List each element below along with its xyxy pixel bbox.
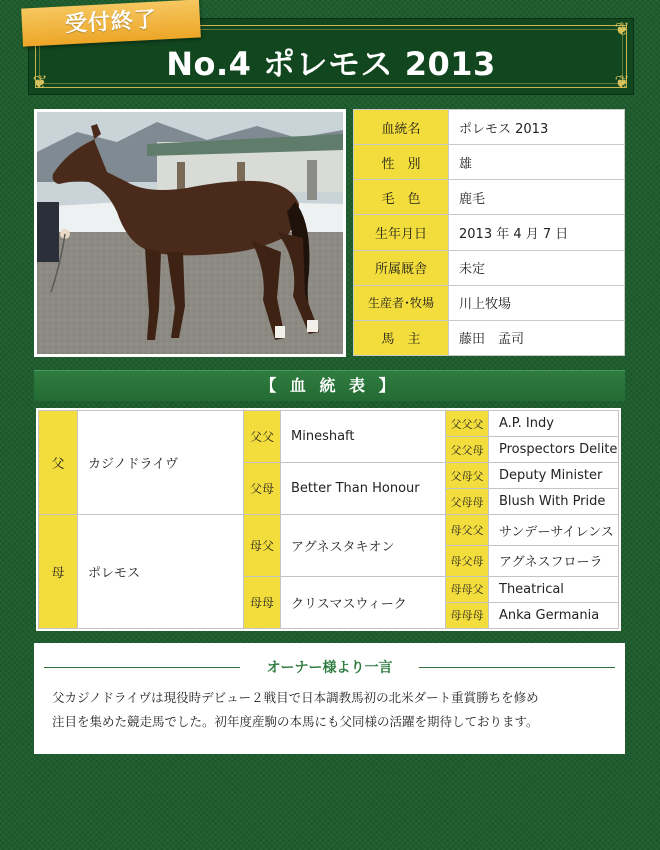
owner-comment-box — [34, 643, 625, 754]
profile-value: 未定 — [449, 250, 625, 285]
pedigree-dam-name: ポレモス — [78, 515, 244, 629]
pedigree-name: A.P. Indy — [489, 411, 619, 437]
page-title: No.4 ポレモス 2013 — [166, 45, 496, 83]
horse-photo-icon — [37, 112, 343, 354]
profile-value: 川上牧場 — [449, 285, 625, 320]
pedigree-label: 父父 — [244, 411, 281, 463]
pedigree-name: Deputy Minister — [489, 463, 619, 489]
profile-label: 毛 色 — [354, 180, 449, 215]
profile-row — [354, 215, 625, 250]
divider — [44, 667, 240, 668]
pedigree-heading: 【 血 統 表 】 — [34, 370, 625, 401]
profile-row — [354, 285, 625, 320]
profile-label: 馬 主 — [354, 320, 449, 355]
pedigree-name: Better Than Honour — [281, 463, 446, 515]
pedigree-name: Blush With Pride — [489, 489, 619, 515]
pedigree-name: Theatrical — [489, 576, 619, 602]
profile-value: ポレモス 2013 — [449, 110, 625, 145]
profile-row — [354, 250, 625, 285]
pedigree-name: Mineshaft — [281, 411, 446, 463]
profile-row — [354, 320, 625, 355]
profile-row — [354, 180, 625, 215]
profile-row — [354, 110, 625, 145]
pedigree-label: 父母 — [244, 463, 281, 515]
profile-value: 藤田 孟司 — [449, 320, 625, 355]
pedigree-label-dam: 母 — [39, 515, 78, 629]
flourish-icon: ❦ — [614, 72, 630, 93]
pedigree-name: クリスマスウィーク — [281, 576, 446, 628]
flourish-icon: ❦ — [614, 19, 630, 40]
horse-photo — [34, 109, 346, 357]
pedigree-label: 父母父 — [446, 463, 489, 489]
divider — [419, 667, 615, 668]
profile-value: 雄 — [449, 145, 625, 180]
pedigree-label: 父母母 — [446, 489, 489, 515]
pedigree-name: サンデーサイレンス — [489, 515, 619, 546]
pedigree-table-wrap — [36, 408, 621, 631]
owner-comment-title: オーナー様より一言 — [266, 660, 393, 676]
horse-profile-table — [353, 109, 625, 356]
pedigree-sire-name: カジノドライヴ — [78, 411, 244, 515]
profile-label: 生年月日 — [354, 215, 449, 250]
pedigree-name: アグネスフローラ — [489, 546, 619, 577]
pedigree-name: Anka Germania — [489, 602, 619, 628]
pedigree-name: アグネスタキオン — [281, 515, 446, 576]
flourish-icon: ❦ — [32, 72, 48, 93]
profile-label: 性 別 — [354, 145, 449, 180]
pedigree-label: 母母母 — [446, 602, 489, 628]
profile-label: 血統名 — [354, 110, 449, 145]
pedigree-label: 母父父 — [446, 515, 489, 546]
pedigree-label: 母母父 — [446, 576, 489, 602]
status-badge: 受付終了 — [21, 0, 201, 47]
pedigree-label-sire: 父 — [39, 411, 78, 515]
pedigree-label: 母父母 — [446, 546, 489, 577]
pedigree-label: 母母 — [244, 576, 281, 628]
profile-value: 2013 年 4 月 7 日 — [449, 215, 625, 250]
pedigree-label: 父父父 — [446, 411, 489, 437]
profile-row — [354, 145, 625, 180]
owner-comment-line: 父カジノドライヴは現役時デビュー２戦目で日本調教馬初の北米ダート重賞勝ちを修め — [52, 690, 539, 705]
owner-comment-heading — [44, 657, 615, 677]
owner-comment-line: 注目を集めた競走馬でした。初年度産駒の本馬にも父同様の活躍を期待しております。 — [52, 714, 539, 729]
owner-comment-text — [52, 686, 611, 734]
profile-label: 生産者･牧場 — [354, 285, 449, 320]
profile-label: 所属厩舎 — [354, 250, 449, 285]
pedigree-table — [38, 410, 619, 629]
pedigree-label: 父父母 — [446, 437, 489, 463]
pedigree-label: 母父 — [244, 515, 281, 576]
pedigree-name: Prospectors Delite — [489, 437, 619, 463]
profile-value: 鹿毛 — [449, 180, 625, 215]
